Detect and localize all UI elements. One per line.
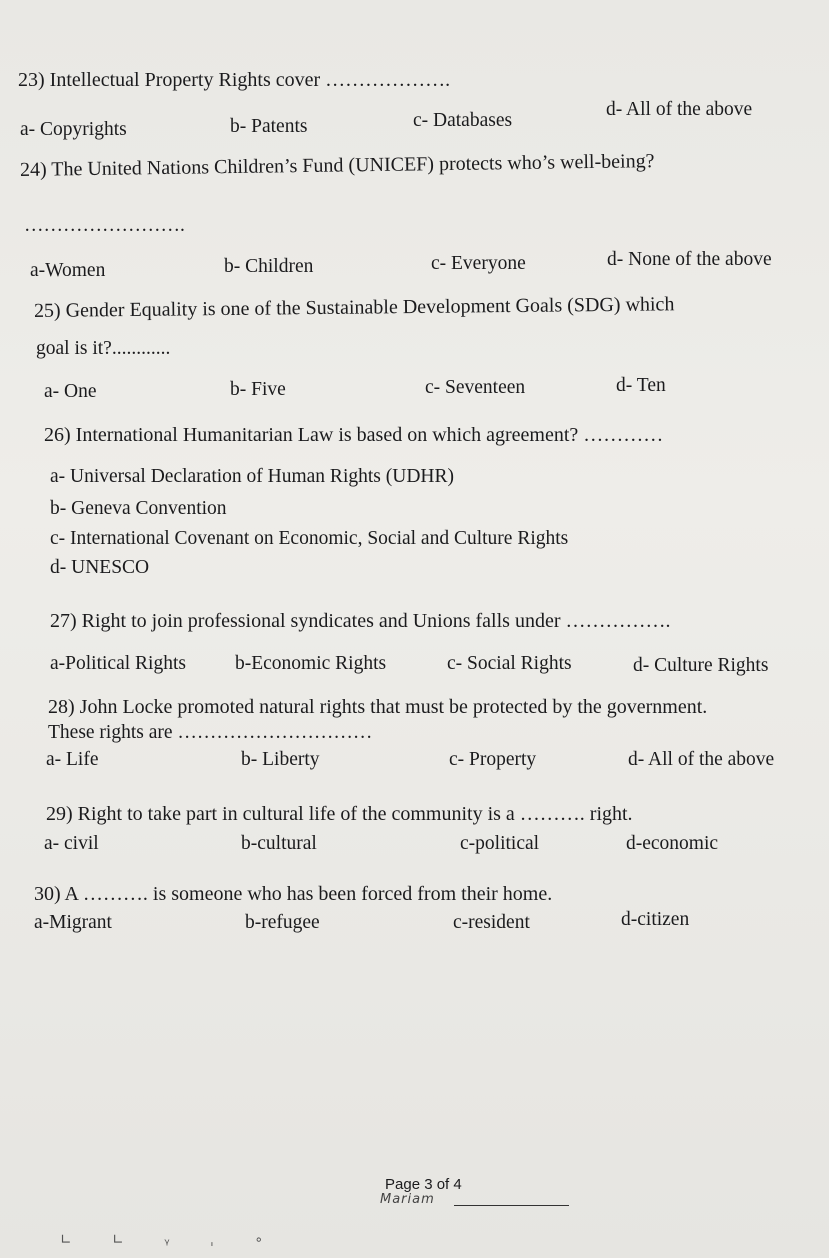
question-27-option-c: c- Social Rights bbox=[447, 653, 572, 674]
bottom-scribble: ∟ ∟ ᵧ ˌ ∘ bbox=[60, 1232, 282, 1248]
question-26-option-d: d- UNESCO bbox=[50, 557, 150, 578]
question-23-option-b: b- Patents bbox=[230, 116, 308, 137]
question-25-option-c: c- Seventeen bbox=[425, 377, 526, 398]
question-26-stem: 26) International Humanitarian Law is based on which agreement? ………… bbox=[44, 424, 664, 446]
question-27-option-a: a-Political Rights bbox=[50, 653, 186, 674]
question-23-option-c: c- Databases bbox=[413, 110, 513, 131]
question-28-stem: 28) John Locke promoted natural rights that must be protected by the government. bbox=[48, 696, 708, 718]
question-24-option-a: a-Women bbox=[30, 260, 106, 281]
question-25-option-a: a- One bbox=[44, 381, 97, 402]
question-29-option-d: d-economic bbox=[626, 833, 719, 854]
question-29-option-c: c-political bbox=[460, 833, 540, 854]
question-26-option-a: a- Universal Declaration of Human Rights (UDHR) bbox=[50, 466, 454, 487]
question-24-option-b: b- Children bbox=[224, 256, 314, 277]
question-23-option-a: a- Copyrights bbox=[20, 119, 127, 140]
question-23-stem: 23) Intellectual Property Rights cover ………………. bbox=[18, 69, 451, 91]
page-number: Page 3 of 4 bbox=[385, 1176, 462, 1193]
question-27-option-b: b-Economic Rights bbox=[235, 653, 387, 674]
question-24-stem: 24) The United Nations Children’s Fund (UNICEF) protects who’s well-being? bbox=[19, 150, 655, 181]
question-28-option-c: c- Property bbox=[449, 749, 537, 770]
question-24-blank: ……………………. bbox=[24, 215, 185, 236]
question-25-option-d: d- Ten bbox=[616, 375, 666, 396]
question-30-option-b: b-refugee bbox=[245, 912, 320, 933]
question-26-option-c: c- International Covenant on Economic, Social and Culture Rights bbox=[50, 528, 569, 549]
question-28-stem-continued: These rights are ………………………… bbox=[48, 722, 373, 743]
signature: Mariam bbox=[380, 1192, 435, 1207]
question-24-option-d: d- None of the above bbox=[607, 249, 772, 270]
question-28-option-b: b- Liberty bbox=[241, 749, 320, 770]
question-25-option-b: b- Five bbox=[230, 379, 286, 400]
signature-line bbox=[454, 1205, 569, 1206]
question-28-option-a: a- Life bbox=[46, 749, 99, 770]
question-23-option-d: d- All of the above bbox=[606, 99, 753, 120]
question-26-option-b: b- Geneva Convention bbox=[50, 498, 227, 519]
question-29-option-b: b-cultural bbox=[241, 833, 317, 854]
question-27-option-d: d- Culture Rights bbox=[633, 655, 769, 676]
question-29-option-a: a- civil bbox=[44, 833, 99, 854]
question-28-option-d: d- All of the above bbox=[628, 749, 775, 770]
question-25-stem-continued: goal is it?............ bbox=[36, 338, 171, 359]
question-25-stem: 25) Gender Equality is one of the Sustainable Development Goals (SDG) which bbox=[33, 293, 675, 322]
question-29-stem: 29) Right to take part in cultural life of the community is a ………. right. bbox=[46, 803, 633, 825]
question-30-stem: 30) A ………. is someone who has been forced from their home. bbox=[34, 883, 553, 905]
question-30-option-d: d-citizen bbox=[621, 909, 690, 930]
question-30-option-a: a-Migrant bbox=[34, 912, 112, 933]
question-27-stem: 27) Right to join professional syndicates and Unions falls under ……………. bbox=[50, 610, 671, 632]
question-30-option-c: c-resident bbox=[453, 912, 530, 933]
question-24-option-c: c- Everyone bbox=[431, 253, 526, 274]
